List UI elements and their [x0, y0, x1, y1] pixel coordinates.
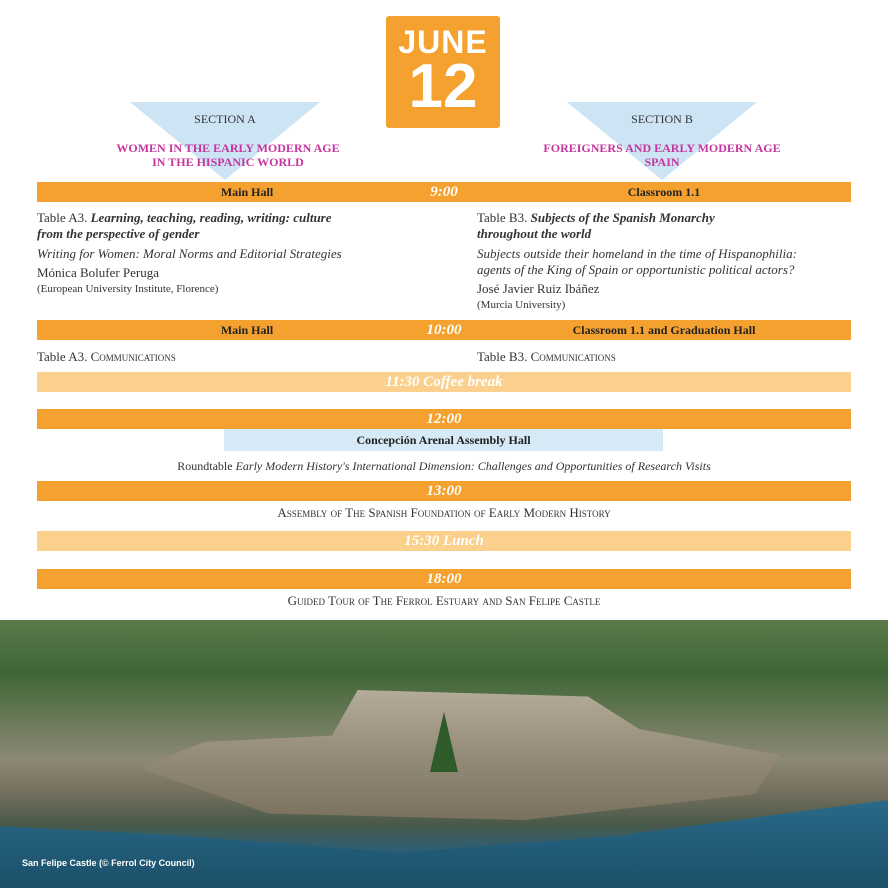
date-badge	[386, 16, 500, 128]
time-1300: 13:00	[426, 483, 462, 499]
table-a3-comm-text: Communications	[90, 349, 176, 364]
table-b3-comm-text: Communications	[530, 349, 616, 364]
bar-1000	[37, 320, 851, 340]
table-a3-comm-prefix: Table A3.	[37, 349, 88, 364]
talk-title-a: Writing for Women: Moral Norms and Editorial Strategies	[37, 246, 342, 261]
time-1800: 18:00	[426, 571, 462, 587]
date-day: 12	[408, 52, 478, 121]
affiliation-a: (European University Institute, Florence)	[37, 283, 219, 295]
speaker-a: Mónica Bolufer Peruga	[37, 265, 160, 280]
bar-1800	[37, 569, 851, 589]
table-a3-title-line1: Learning, teaching, reading, writing: culture	[90, 210, 332, 225]
section-b-title	[494, 141, 830, 169]
photo-caption: San Felipe Castle (© Ferrol City Council)	[22, 858, 195, 868]
time-1000: 10:00	[426, 322, 462, 338]
time-1200: 12:00	[426, 411, 462, 427]
talk-title-b-line1: Subjects outside their homeland in the time of Hispanophilia:	[477, 246, 797, 261]
time-0900: 9:00	[430, 184, 458, 200]
roundtable-title: Early Modern History's International Dimension: Challenges and Opportunities of Research Visits	[235, 459, 711, 473]
guided-tour-text: Guided Tour of The Ferrol Estuary and San Felipe Castle	[287, 593, 601, 608]
room-classroom: Classroom 1.1	[627, 185, 701, 199]
section-a-label: SECTION A	[194, 112, 256, 126]
room-classroom-graduation: Classroom 1.1 and Graduation Hall	[572, 323, 756, 337]
table-a3-block	[37, 210, 457, 297]
assembly-text: Assembly of The Spanish Foundation of Early Modern History	[277, 505, 611, 520]
table-b3-block	[477, 210, 851, 313]
section-a-title-line2: IN THE HISPANIC WORLD	[152, 155, 304, 169]
section-b-title-line2: SPAIN	[644, 155, 680, 169]
room-main-hall-1000: Main Hall	[220, 323, 274, 337]
bar-1200	[37, 409, 851, 429]
roundtable-prefix: Roundtable	[177, 459, 233, 473]
lunch-label: 15:30 Lunch	[404, 533, 484, 549]
table-b3-title-line1: Subjects of the Spanish Monarchy	[530, 210, 715, 225]
table-a3-prefix: Table A3.	[37, 210, 88, 225]
section-a-title	[60, 141, 396, 169]
table-b3-comm-prefix: Table B3.	[477, 349, 528, 364]
talk-title-b-line2: agents of the King of Spain or opportunistic political actors?	[477, 262, 795, 277]
section-a-title-line1: WOMEN IN THE EARLY MODERN AGE	[116, 141, 340, 155]
bar-coffee-break	[37, 372, 851, 392]
bar-lunch	[37, 531, 851, 551]
coffee-break-label: 11:30 Coffee break	[385, 374, 503, 390]
table-a3-title-line2: from the perspective of gender	[37, 226, 200, 241]
date-month: JUNE	[398, 24, 488, 60]
table-a3-communications	[37, 349, 176, 365]
speaker-b: José Javier Ruiz Ibáñez	[477, 281, 600, 296]
table-b3-communications	[477, 349, 616, 365]
section-b-label: SECTION B	[631, 112, 693, 126]
roundtable	[37, 458, 851, 474]
assembly-hall-label: Concepción Arenal Assembly Hall	[224, 429, 663, 451]
section-b-title-line1: FOREIGNERS AND EARLY MODERN AGE	[543, 141, 781, 155]
table-b3-title-line2: throughout the world	[477, 226, 592, 241]
affiliation-b: (Murcia University)	[477, 299, 566, 311]
bar-1300	[37, 481, 851, 501]
bar-0900	[37, 182, 851, 202]
room-main-hall: Main Hall	[220, 185, 274, 199]
table-b3-prefix: Table B3.	[477, 210, 528, 225]
